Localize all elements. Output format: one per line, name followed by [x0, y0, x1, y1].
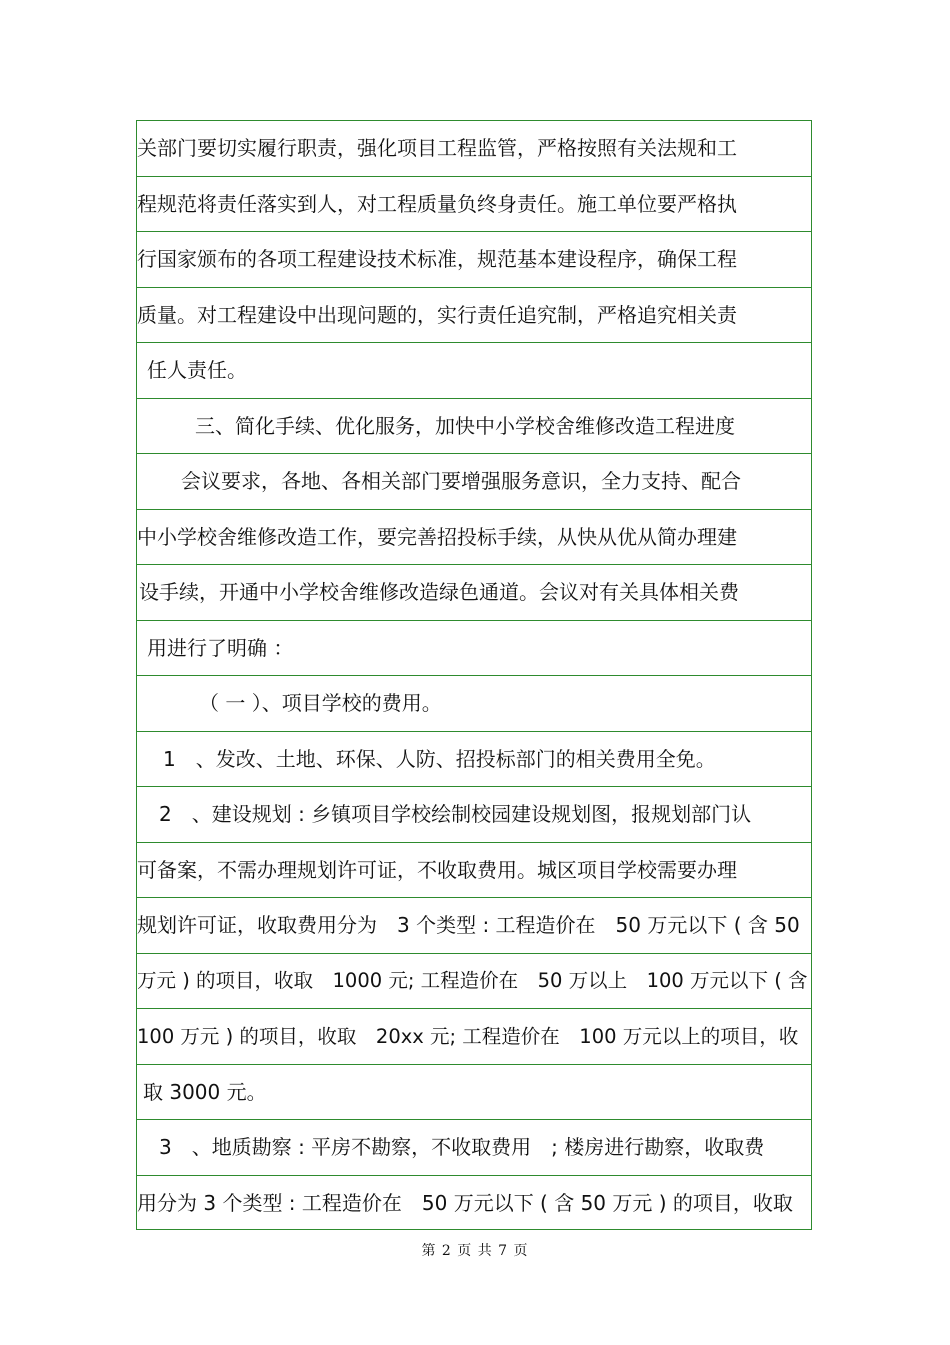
- text-line: [137, 343, 811, 399]
- line-text: 质量。对工程建设中出现问题的，实行责任追究制，严格追究相关责: [137, 302, 737, 327]
- line-text: 2 、建设规划 : 乡镇项目学校绘制校园建设规划图，报规划部门认: [159, 802, 752, 827]
- line-text: 100 万元 ) 的项目，收取 20xx 元; 工程造价在 100 万元以上的项目，收: [137, 1024, 799, 1048]
- line-text: 规划许可证，收取费用分为 3 个类型 : 工程造价在 50 万元以下 ( 含 50: [137, 913, 800, 938]
- line-text: 取 3000 元。: [143, 1079, 267, 1104]
- text-line: [137, 232, 811, 288]
- line-text: 万元 ) 的项目，收取 1000 元; 工程造价在 50 万以上 100 万元以下 ( 含: [137, 969, 808, 992]
- line-text: 1 、发改、土地、环保、人防、招投标部门的相关费用全免。: [163, 746, 716, 771]
- line-text: 会议要求，各地、各相关部门要增强服务意识，全力支持、配合: [181, 469, 741, 494]
- line-text: 任人责任。: [147, 358, 247, 383]
- text-line: [137, 510, 811, 566]
- line-text: 可备案，不需办理规划许可证，不收取费用。城区项目学校需要办理: [137, 857, 737, 882]
- text-line: [137, 898, 811, 954]
- text-line: [137, 121, 811, 177]
- text-line: [137, 621, 811, 677]
- line-text: 关部门要切实履行职责，强化项目工程监管，严格按照有关法规和工: [137, 136, 737, 161]
- text-line: [137, 565, 811, 621]
- page-number: 第 2 页 共 7 页: [421, 1243, 529, 1259]
- section-heading: [137, 399, 811, 455]
- text-line: [137, 177, 811, 233]
- line-text: 3 、地质勘察 : 平房不勘察，不收取费用 ; 楼房进行勘察，收取费: [159, 1135, 765, 1160]
- list-item: [137, 732, 811, 788]
- line-text: 用分为 3 个类型 : 工程造价在 50 万元以下 ( 含 50 万元 ) 的项目，收取: [137, 1191, 793, 1216]
- list-item: [137, 1120, 811, 1176]
- line-text: 三、简化手续、优化服务，加快中小学校舍维修改造工程进度: [195, 413, 735, 438]
- document-table: [136, 120, 812, 1230]
- line-text: 用进行了明确 ：: [147, 635, 294, 660]
- text-line: [137, 454, 811, 510]
- line-text: 行国家颁布的各项工程建设技术标准，规范基本建设程序，确保工程: [137, 247, 737, 272]
- text-line: [137, 288, 811, 344]
- text-line: [137, 1176, 811, 1232]
- text-line: [137, 954, 811, 1010]
- line-text: 设手续，开通中小学校舍维修改造绿色通道。会议对有关具体相关费: [139, 580, 739, 605]
- line-text: 中小学校舍维修改造工作，要完善招投标手续，从快从优从简办理建: [137, 524, 737, 549]
- line-text: 程规范将责任落实到人，对工程质量负终身责任。施工单位要严格执: [137, 191, 737, 216]
- text-line: [137, 1065, 811, 1121]
- text-line: [137, 1009, 811, 1065]
- text-line: [137, 843, 811, 899]
- subsection-heading: [137, 676, 811, 732]
- line-text: （ 一 ）、项目学校的费用。: [199, 691, 442, 716]
- list-item: [137, 787, 811, 843]
